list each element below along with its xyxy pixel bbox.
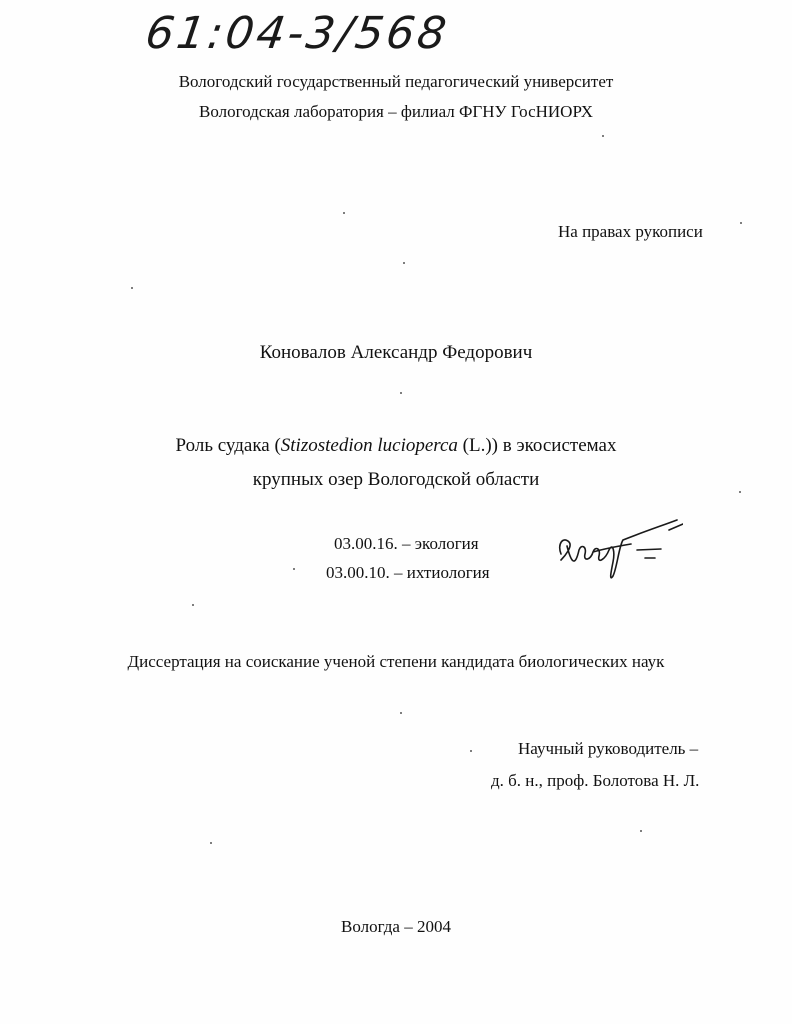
place-and-year: Вологда – 2004 <box>341 917 451 936</box>
scan-speck <box>293 568 295 570</box>
scan-speck <box>210 842 212 844</box>
supervisor-role: Научный руководитель – <box>518 739 699 758</box>
scan-speck <box>131 287 133 289</box>
specialty-ichthyology: 03.00.10. – ихтиология <box>326 563 490 582</box>
scan-speck <box>602 135 604 137</box>
university-name: Вологодский государственный педагогический университет <box>178 72 614 91</box>
author-signature <box>553 516 683 584</box>
dissertation-title-line1 <box>0 436 792 456</box>
title-latin-name: Stizostedion lucioperca <box>280 435 458 456</box>
rights-notice: На правах рукописи <box>558 222 703 241</box>
scan-speck <box>470 750 472 752</box>
scan-speck <box>640 830 642 832</box>
scan-speck <box>192 604 194 606</box>
scan-speck <box>740 222 742 224</box>
scan-speck <box>400 712 402 714</box>
specialty-ecology: 03.00.16. – экология <box>334 534 479 553</box>
title-prefix: Роль судака ( <box>175 435 281 456</box>
supervisor-name: д. б. н., проф. Болотова Н. Л. <box>491 771 700 790</box>
scan-speck <box>400 392 402 394</box>
title-suffix: (L.)) в экосистемах <box>457 435 617 456</box>
scan-speck <box>739 491 741 493</box>
scan-speck <box>403 262 405 264</box>
dissertation-title-line2: крупных озер Вологодской области <box>252 469 540 490</box>
dissertation-degree-statement: Диссертация на соискание ученой степени кандидата биологических наук <box>127 652 665 671</box>
archive-code-handwritten: 61:04-3/568 <box>142 8 453 59</box>
laboratory-name: Вологодская лаборатория – филиал ФГНУ ГосНИОРХ <box>199 102 593 121</box>
scan-speck <box>343 212 345 214</box>
author-name: Коновалов Александр Федорович <box>259 342 533 363</box>
